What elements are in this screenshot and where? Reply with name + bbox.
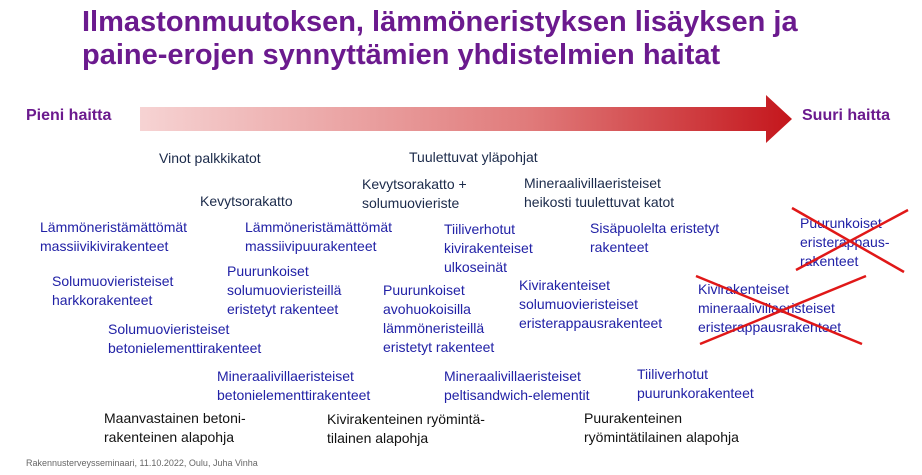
severity-arrow [140,94,792,144]
slide-title: Ilmastonmuutoksen, lämmöneristyksen lisäyksen ja paine-erojen synnyttämien yhdistelmien haitat [82,6,798,71]
item-solumuovi-betonielementti: Solumuovieristeiset betonielementtirakenteet [108,321,262,356]
item-lammoneristamattomat-puu: Lämmöneristämättömät massiivipuurakenteet [245,219,393,254]
cross-out-mark [786,204,912,276]
cross-out-mark [690,272,870,348]
scale-label-high: Suuri haitta [802,107,891,124]
item-kivirakenteiset-mineraalivilla: Kivirakenteiset mineraalivillaeristeiset eristerappausrakenteet [698,281,842,335]
item-puurunkoiset-solumuovi: Puurunkoiset solumuovieristeillä eristetyt rakenteet [227,263,342,317]
item-solumuovi-harkko: Solumuovieristeiset harkkorakenteet [52,273,174,308]
item-puurunkoiset-avohuokoinen: Puurunkoiset avohuokoisilla lämmöneristeillä eristetyt rakenteet [383,282,495,355]
item-kevytsorakatto: Kevytsorakatto [200,193,293,209]
item-maanvastainen-alapohja: Maanvastainen betoni- rakenteinen alapohja [104,410,246,445]
item-lammoneristamattomat-kivi: Lämmöneristämättömät massiivikivirakenteet [40,219,188,254]
item-mineraalivilla-peltisandwich: Mineraalivillaeristeiset peltisandwich-elementit [444,368,590,403]
scale-label-low: Pieni haitta [26,107,112,124]
item-kivirakenteiset-solumuovi: Kivirakenteiset solumuovieristeiset eristerappausrakenteet [519,277,663,331]
item-vinot-palkkikatot: Vinot palkkikatot [159,150,261,166]
item-kivi-ryomintatila-alapohja: Kivirakenteinen ryömintä- tilainen alapohja [327,411,485,446]
item-tiiliverhotut-kivi: Tiiliverhotut kivirakenteiset ulkoseinät [444,221,533,275]
item-mineraalivilla-betonielementti: Mineraalivillaeristeiset betonielementtirakenteet [217,368,371,403]
item-sisapuolelta-eristetyt: Sisäpuolelta eristetyt rakenteet [590,220,720,255]
item-kevytsorakatto-solumuovi: Kevytsorakatto + solumuovieriste [362,176,467,211]
item-tuulettuvat-ylapohjat: Tuulettuvat yläpohjat [409,149,538,165]
item-puurunkoiset-eristerappaus: Puurunkoiset eristerappaus- rakenteet [800,215,890,269]
item-puu-ryomintatila-alapohja: Puurakenteinen ryömintätilainen alapohja [584,410,739,445]
item-mineraalivilla-katot: Mineraalivillaeristeiset heikosti tuulettuvat katot [524,175,675,210]
item-tiiliverhotut-puurunko: Tiiliverhotut puurunkorakenteet [637,366,754,401]
footer-text: Rakennusterveysseminaari, 11.10.2022, Oulu, Juha Vinha [26,458,258,468]
